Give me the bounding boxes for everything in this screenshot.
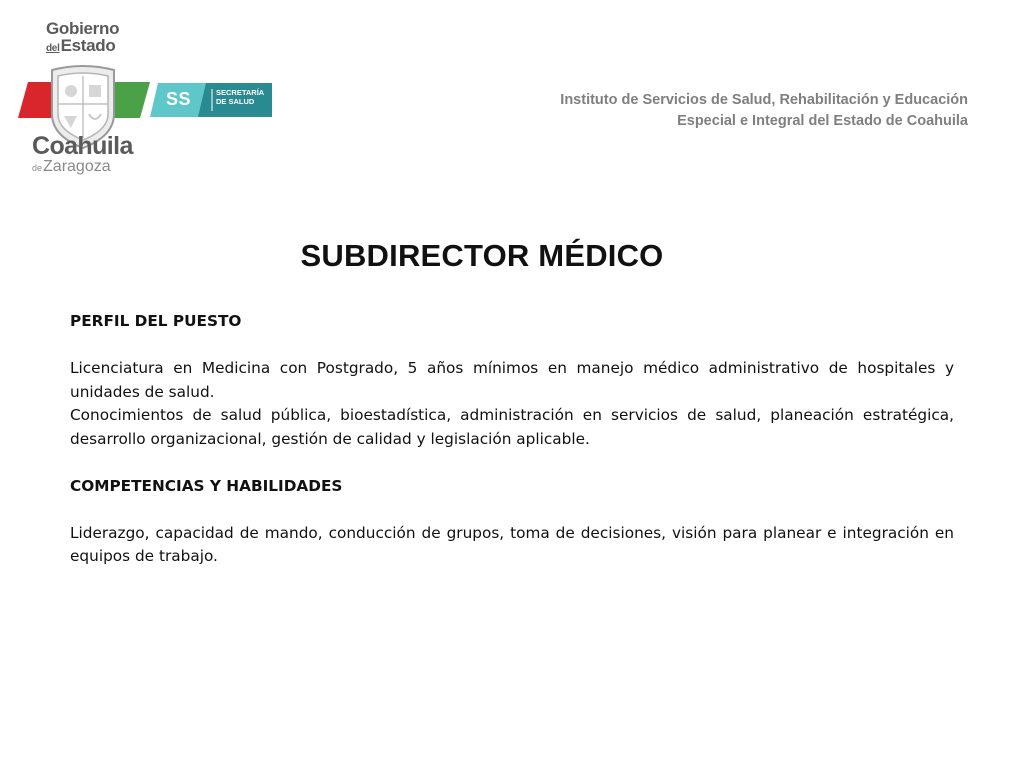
- logo-coahuila-text: [32, 134, 133, 175]
- logo-gobierno-word: Gobierno: [46, 19, 120, 38]
- page-title: SUBDIRECTOR MÉDICO: [300, 238, 664, 273]
- institute-name: [560, 90, 968, 132]
- logo-coahuila-word: Coahuila: [32, 132, 133, 160]
- institute-line1: Instituto de Servicios de Salud, Rehabilitación y Educación: [560, 92, 968, 108]
- logo-del-word: del: [46, 43, 60, 54]
- perfil-paragraph-2: Conocimientos de salud pública, bioestadística, administración en servicios de salud, planeación estratégica, desarrollo organizacional, gestión de calidad y legislación aplicable.: [70, 406, 954, 448]
- logo-estado-word: Estado: [60, 36, 116, 55]
- gobierno-coahuila-logo: [18, 18, 278, 183]
- section-heading-perfil: PERFIL DEL PUESTO: [70, 312, 242, 330]
- competencias-paragraph: Liderazgo, capacidad de mando, conducción de grupos, toma de decisiones, visión para planear e integración en equipos de trabajo.: [70, 523, 954, 565]
- ss-abbrev: SS: [166, 89, 192, 109]
- logo-de-word: de: [32, 163, 43, 173]
- ss-line1: SECRETARÍA: [216, 88, 265, 97]
- secretaria-salud-label: [216, 89, 264, 106]
- logo-zaragoza-word: Zaragoza: [43, 158, 111, 175]
- logo-del-estado: [46, 37, 119, 54]
- ss-line2: DE SALUD: [216, 96, 255, 106]
- institute-line2: Especial e Integral del Estado de Coahuila: [677, 113, 968, 129]
- logo-gobierno-text: [46, 20, 119, 54]
- logo-de-zaragoza: [32, 159, 133, 175]
- document-body: [70, 310, 954, 569]
- perfil-paragraph-1: Licenciatura en Medicina con Postgrado, 5 años mínimos en manejo médico administrativo de hospitales y unidades de salud.: [70, 359, 954, 401]
- section-heading-competencias: COMPETENCIAS Y HABILIDADES: [70, 476, 343, 495]
